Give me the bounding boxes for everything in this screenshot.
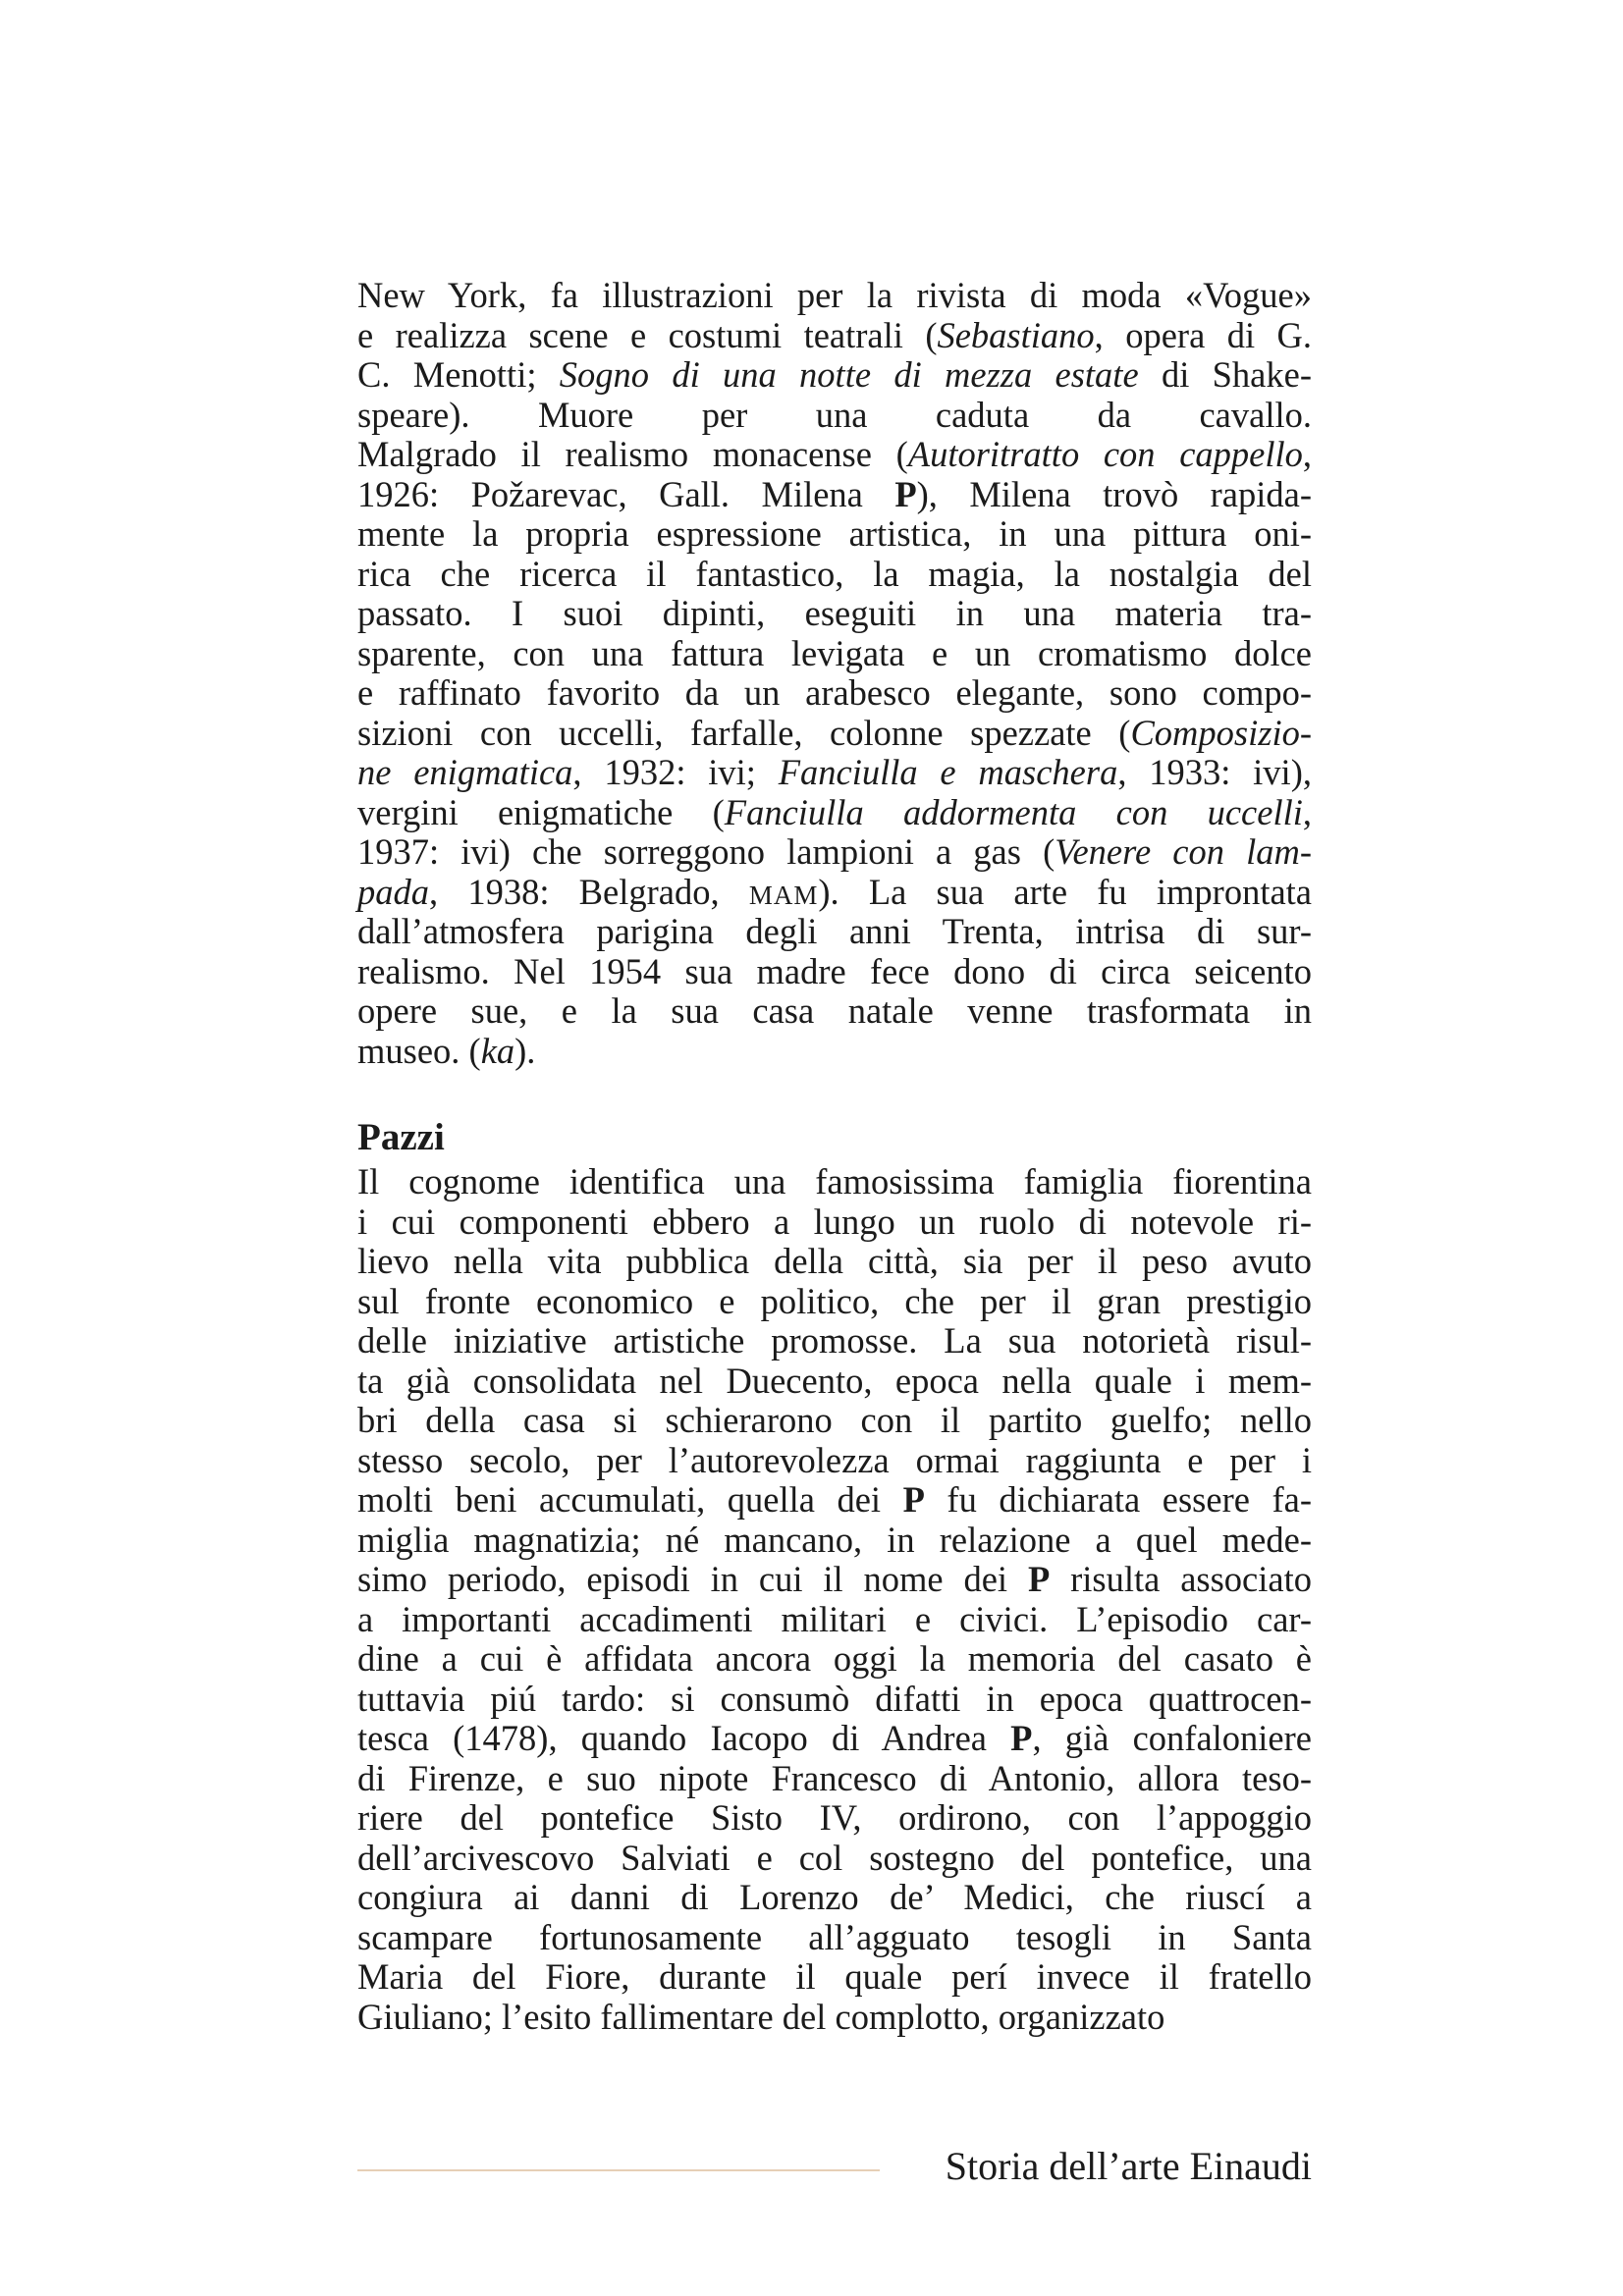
- text-line: mente la propria espressione artistica, in una pittura oni-: [357, 513, 1312, 554]
- italic-span: Composizio-: [1130, 712, 1312, 753]
- italic-span: Fanciulla addormenta con uccelli: [724, 791, 1303, 832]
- text-line: tuttavia piú tardo: si consumò difatti in epoca quattrocen-: [357, 1678, 1312, 1719]
- italic-span: Sogno di una notte di mezza estate: [559, 354, 1139, 395]
- text-line: Maria del Fiore, durante il quale perí invece il fratello: [357, 1956, 1312, 1997]
- text-line: passato. I suoi dipinti, eseguiti in una materia tra-: [357, 593, 1312, 633]
- text-line: di Firenze, e suo nipote Francesco di Antonio, allora teso-: [357, 1757, 1312, 1798]
- text-line: vergini enigmatiche (Fanciulla addormenta con uccelli,: [357, 791, 1312, 832]
- text-line: C. Menotti; Sogno di una notte di mezza estate di Shake-: [357, 354, 1312, 395]
- text-line: stesso secolo, per l’autorevolezza ormai raggiunta e per i: [357, 1439, 1312, 1480]
- text-line: lievo nella vita pubblica della città, sia per il peso avuto: [357, 1241, 1312, 1281]
- text-line: e realizza scene e costumi teatrali (Sebastiano, opera di G.: [357, 314, 1312, 355]
- footer-rule: [357, 2169, 880, 2171]
- text-line: 1926: Požarevac, Gall. Milena P), Milena trovò rapida-: [357, 473, 1312, 514]
- text-line: delle iniziative artistiche promosse. La sua notorietà risul-: [357, 1320, 1312, 1361]
- text-line: dell’arcivescovo Salviati e col sostegno del pontefice, una: [357, 1837, 1312, 1878]
- paragraph-pazzi: [357, 1162, 1312, 2037]
- text-line: tesca (1478), quando Iacopo di Andrea P, già confaloniere: [357, 1718, 1312, 1758]
- smallcaps-span: MAM: [748, 880, 819, 910]
- text-line: sizioni con uccelli, farfalle, colonne spezzate (Composizio-: [357, 712, 1312, 753]
- text-line: miglia magnatizia; né mancano, in relazione a quel mede-: [357, 1519, 1312, 1560]
- text-line: speare). Muore per una caduta da cavallo.: [357, 394, 1312, 435]
- text-line: Malgrado il realismo monacense (Autoritratto con cappello,: [357, 434, 1313, 474]
- text-line: riere del pontefice Sisto IV, ordirono, con l’appoggio: [357, 1797, 1312, 1838]
- text-line: congiura ai danni di Lorenzo de’ Medici, che riuscí a: [357, 1877, 1312, 1917]
- bold-span: P: [1010, 1718, 1033, 1758]
- italic-span: ka: [480, 1030, 515, 1071]
- text-line: sparente, con una fattura levigata e un cromatismo dolce: [357, 632, 1312, 673]
- text-line: Il cognome identifica una famosissima famiglia fiorentina: [357, 1161, 1312, 1201]
- text-line: ne enigmatica, 1932: ivi; Fanciulla e maschera, 1933: ivi),: [357, 752, 1312, 792]
- text-line: realismo. Nel 1954 sua madre fece dono di circa seicento: [357, 950, 1312, 991]
- text-line: Giuliano; l’esito fallimentare del complotto, organizzato: [357, 1996, 1165, 2037]
- text-line: 1937: ivi) che sorreggono lampioni a gas (Venere con lam-: [357, 831, 1313, 872]
- text-column: [357, 276, 1312, 2037]
- italic-span: Sebastiano: [937, 314, 1095, 355]
- text-line: sul fronte economico e politico, che per il gran prestigio: [357, 1280, 1312, 1321]
- text-line: rica che ricerca il fantastico, la magia, la nostalgia del: [357, 553, 1312, 594]
- text-line: a importanti accadimenti militari e civici. L’episodio car-: [357, 1598, 1312, 1639]
- entry-heading: Pazzi: [357, 1116, 445, 1158]
- text-line: museo. (ka).: [357, 1030, 536, 1071]
- text-line: i cui componenti ebbero a lungo un ruolo di notevole ri-: [357, 1201, 1312, 1242]
- text-line: scampare fortunosamente all’agguato tesogli in Santa: [357, 1916, 1312, 1957]
- bold-span: P: [1027, 1559, 1051, 1599]
- bold-span: P: [894, 473, 917, 514]
- bold-span: P: [902, 1479, 925, 1520]
- text-line: dine a cui è affidata ancora oggi la memoria del casato è: [357, 1638, 1312, 1679]
- text-line: molti beni accumulati, quella dei P fu dichiarata essere fa-: [357, 1479, 1312, 1520]
- italic-span: Autoritratto con cappello: [907, 434, 1303, 474]
- italic-span: Venere con lam-: [1055, 831, 1313, 872]
- text-line: dall’atmosfera parigina degli anni Trenta, intrisa di sur-: [357, 911, 1312, 951]
- text-line: bri della casa si schierarono con il partito guelfo; nello: [357, 1400, 1312, 1440]
- text-line: ta già consolidata nel Duecento, epoca nella quale i mem-: [357, 1360, 1312, 1401]
- italic-span: ne enigmatica: [357, 752, 573, 792]
- text-line: opere sue, e la sua casa natale venne trasformata in: [357, 990, 1312, 1031]
- text-line: e raffinato favorito da un arabesco elegante, sono compo-: [357, 672, 1312, 713]
- italic-span: pada: [357, 871, 429, 912]
- text-line: pada, 1938: Belgrado, MAM). La sua arte fu improntata: [357, 871, 1313, 912]
- text-line: simo periodo, episodi in cui il nome dei P risulta associato: [357, 1559, 1312, 1599]
- footer-title: Storia dell’arte Einaudi: [945, 2144, 1312, 2188]
- text-line: New York, fa illustrazioni per la rivista di moda «Vogue»: [357, 275, 1312, 315]
- italic-span: Fanciulla e maschera: [778, 752, 1118, 792]
- paragraph-milena: [357, 276, 1312, 1071]
